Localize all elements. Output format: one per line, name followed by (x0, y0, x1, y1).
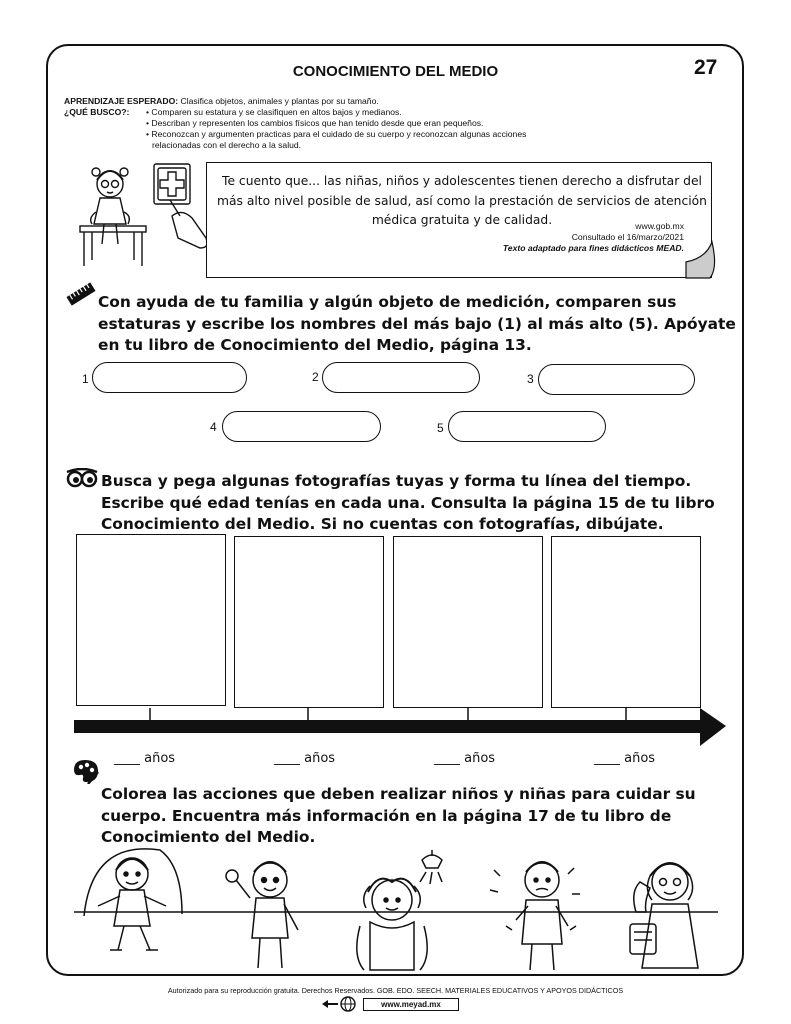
itchy-figure (490, 862, 580, 970)
photo-frame-4[interactable] (551, 536, 701, 708)
palette-icon (72, 758, 100, 784)
slot-number-3: 3 (527, 372, 534, 386)
info-note-text: Te cuento que... las niñas, niños y adolescentes tienen derecho a disfrutar del más alto nivel posible de salud, así como la prestación de servicios de atención médica gratuita y de calidad. (217, 174, 707, 227)
activity3-instruction: Colorea las acciones que deben realizar niños y niñas para cuidar su cuerpo. Encuentra más información en la página 17 de tu libro de Conocimiento del Medio. (101, 785, 696, 846)
age-label-4[interactable]: ____ años (594, 751, 656, 766)
jump-rope-figure (84, 849, 182, 950)
girl-health-illustration (72, 156, 212, 268)
footer-copyright: Autorizado para su reproducción gratuita. Derechos Reservados. GOB. EDO. SEECH. MATERIALES EDUCATIVOS Y APOYOS DIDÁCTICOS (167, 986, 624, 995)
eyes-icon (66, 468, 98, 488)
care-actions-illustrations (70, 846, 722, 972)
learning-text: Clasifica objetos, animales y plantas por su tamaño. (180, 96, 379, 106)
objective-item: • Comparen su estatura y se clasifiquen en altos bajos y medianos. (146, 107, 402, 117)
objectives-list (146, 107, 706, 140)
photo-frame-3[interactable] (393, 536, 543, 708)
objective-item: • Describan y representen los cambios físicos que han tenido desde que eran pequeños. (146, 118, 484, 128)
name-input-5[interactable] (448, 411, 606, 442)
footer-url-link[interactable]: www.meyad.mx (363, 998, 459, 1011)
slot-number-5: 5 (437, 421, 444, 435)
learning-label: APRENDIZAJE ESPERADO: (64, 96, 179, 106)
name-input-1[interactable] (92, 362, 247, 393)
ruler-icon (66, 282, 96, 306)
note-consulted-date: Consultado el 16/marzo/2021 (571, 232, 684, 242)
age-label-3[interactable]: ____ años (434, 751, 496, 766)
page-curl-decoration (684, 238, 724, 282)
objective-item: • Reconozcan y argumenten practicas para el cuidado de su cuerpo y reconozcan algunas acciones (146, 129, 527, 139)
snacks-figure (630, 863, 698, 968)
slot-number-1: 1 (82, 372, 89, 386)
note-source-url: www.gob.mx (635, 221, 684, 231)
note-adapted: Texto adaptado para fines didácticos MEAD. (502, 243, 684, 253)
timeline-arrow (72, 706, 728, 748)
objective-item-continuation: relacionadas con el derecho a la salud. (152, 140, 302, 150)
name-input-3[interactable] (538, 364, 695, 395)
name-input-2[interactable] (322, 362, 480, 393)
name-input-4[interactable] (222, 411, 381, 442)
photo-frame-1[interactable] (76, 534, 226, 706)
slot-number-4: 4 (210, 420, 217, 434)
age-label-2[interactable]: ____ años (274, 751, 336, 766)
activity2-instruction: Busca y pega algunas fotografías tuyas y forma tu línea del tiempo. Escribe qué edad tenías en cada una. Consulta la página 15 de tu libro Conocimiento del Medio. Si no cuentas con fotografías, dibújate. (101, 472, 715, 533)
page-number: 27 (694, 56, 718, 79)
eating-figure (226, 862, 298, 968)
globe-icon (322, 996, 362, 1012)
age-label-1[interactable]: ____ años (114, 751, 176, 766)
activity1-instruction: Con ayuda de tu familia y algún objeto de medición, comparen sus estaturas y escribe los nombres del más bajo (1) al más alto (5). Apóyate en tu libro de Conocimiento del Medio, página 13. (98, 293, 736, 354)
shower-figure (357, 850, 442, 970)
question-label: ¿QUÉ BUSCO?: (64, 107, 130, 117)
page-title: CONOCIMIENTO DEL MEDIO (292, 63, 499, 80)
slot-number-2: 2 (312, 370, 319, 384)
learning-objective (64, 96, 704, 107)
photo-frame-2[interactable] (234, 536, 384, 708)
